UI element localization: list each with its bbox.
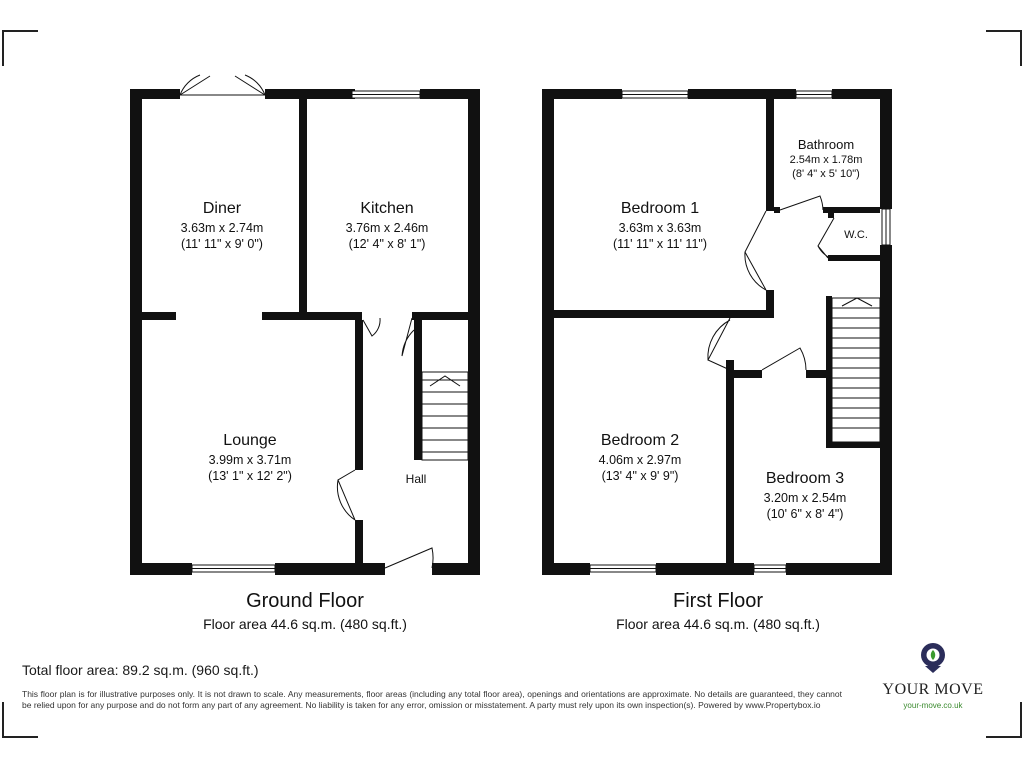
bedroom1-metric: 3.63m x 3.63m xyxy=(618,221,702,235)
bedroom3-imperial: (10' 6" x 8' 4") xyxy=(766,507,844,521)
bathroom-label: Bathroom xyxy=(797,137,855,152)
brand-url: your-move.co.uk xyxy=(903,701,963,710)
lounge-metric: 3.99m x 3.71m xyxy=(208,453,292,467)
bedroom2-label: Bedroom 2 xyxy=(600,432,680,449)
diner-imperial: (11' 11" x 9' 0") xyxy=(181,237,263,251)
kitchen-metric: 3.76m x 2.46m xyxy=(345,221,429,235)
diner-door-icon xyxy=(180,75,210,95)
bathroom-imperial: (8' 4" x 5' 10") xyxy=(792,168,860,180)
bedroom2-metric: 4.06m x 2.97m xyxy=(598,453,682,467)
ground-floor-area: Floor area 44.6 sq.m. (480 sq.ft.) xyxy=(203,616,407,632)
lounge-label: Lounge xyxy=(223,432,277,449)
ground-floor-plan xyxy=(130,89,480,575)
wc-door-icon xyxy=(818,218,834,258)
ground-floor-fixtures xyxy=(180,75,468,572)
diner-metric: 3.63m x 2.74m xyxy=(180,221,264,235)
diner-label: Diner xyxy=(202,200,242,217)
bedroom3-metric: 3.20m x 2.54m xyxy=(763,491,847,505)
bedroom2-imperial: (13' 4" x 9' 9") xyxy=(601,469,679,483)
kitchen-imperial: (12' 4" x 8' 1") xyxy=(348,237,426,251)
total-floor-area: Total floor area: 89.2 sq.m. (960 sq.ft.) xyxy=(22,662,259,678)
lounge-imperial: (13' 1" x 12' 2") xyxy=(208,469,292,483)
bathroom-door-icon xyxy=(780,196,823,210)
lounge-door-icon xyxy=(337,470,355,520)
first-floor-title: First Floor xyxy=(673,590,763,612)
hall-label: Hall xyxy=(405,472,427,486)
bedroom1-label: Bedroom 1 xyxy=(620,200,700,217)
wc-label: W.C. xyxy=(844,229,868,241)
bedroom1-door-icon xyxy=(745,211,766,290)
bedroom3-door-icon xyxy=(762,348,806,370)
ground-floor-title: Ground Floor xyxy=(246,590,364,612)
bedroom1-imperial: (11' 11" x 11' 11") xyxy=(612,237,708,251)
your-move-logo xyxy=(868,640,998,710)
brand-name: YOUR MOVE xyxy=(882,681,984,698)
disclaimer-text: This floor plan is for illustrative purposes only. It is not drawn to scale. Any measurements, floor areas (including any total floor area), openings and orientations are approximate. No details are guaranteed, they cannot be relied upon for any purpose and do not form any part of any agreement. No liability is taken for any error, omission or misstatement. A party must rely upon its own inspection(s). Powered by www.Propertybox.io xyxy=(22,689,842,710)
kitchen-label: Kitchen xyxy=(360,200,414,217)
front-door-icon xyxy=(385,548,433,568)
hall-door-icon xyxy=(402,318,414,356)
first-stairs-icon xyxy=(832,298,880,442)
first-floor-area: Floor area 44.6 sq.m. (480 sq.ft.) xyxy=(616,616,820,632)
house-pin-icon xyxy=(916,640,950,674)
bathroom-metric: 2.54m x 1.78m xyxy=(789,154,863,166)
ground-stairs-icon xyxy=(422,372,468,460)
kitchen-door-icon xyxy=(363,318,380,336)
bedroom3-label: Bedroom 3 xyxy=(765,470,845,487)
